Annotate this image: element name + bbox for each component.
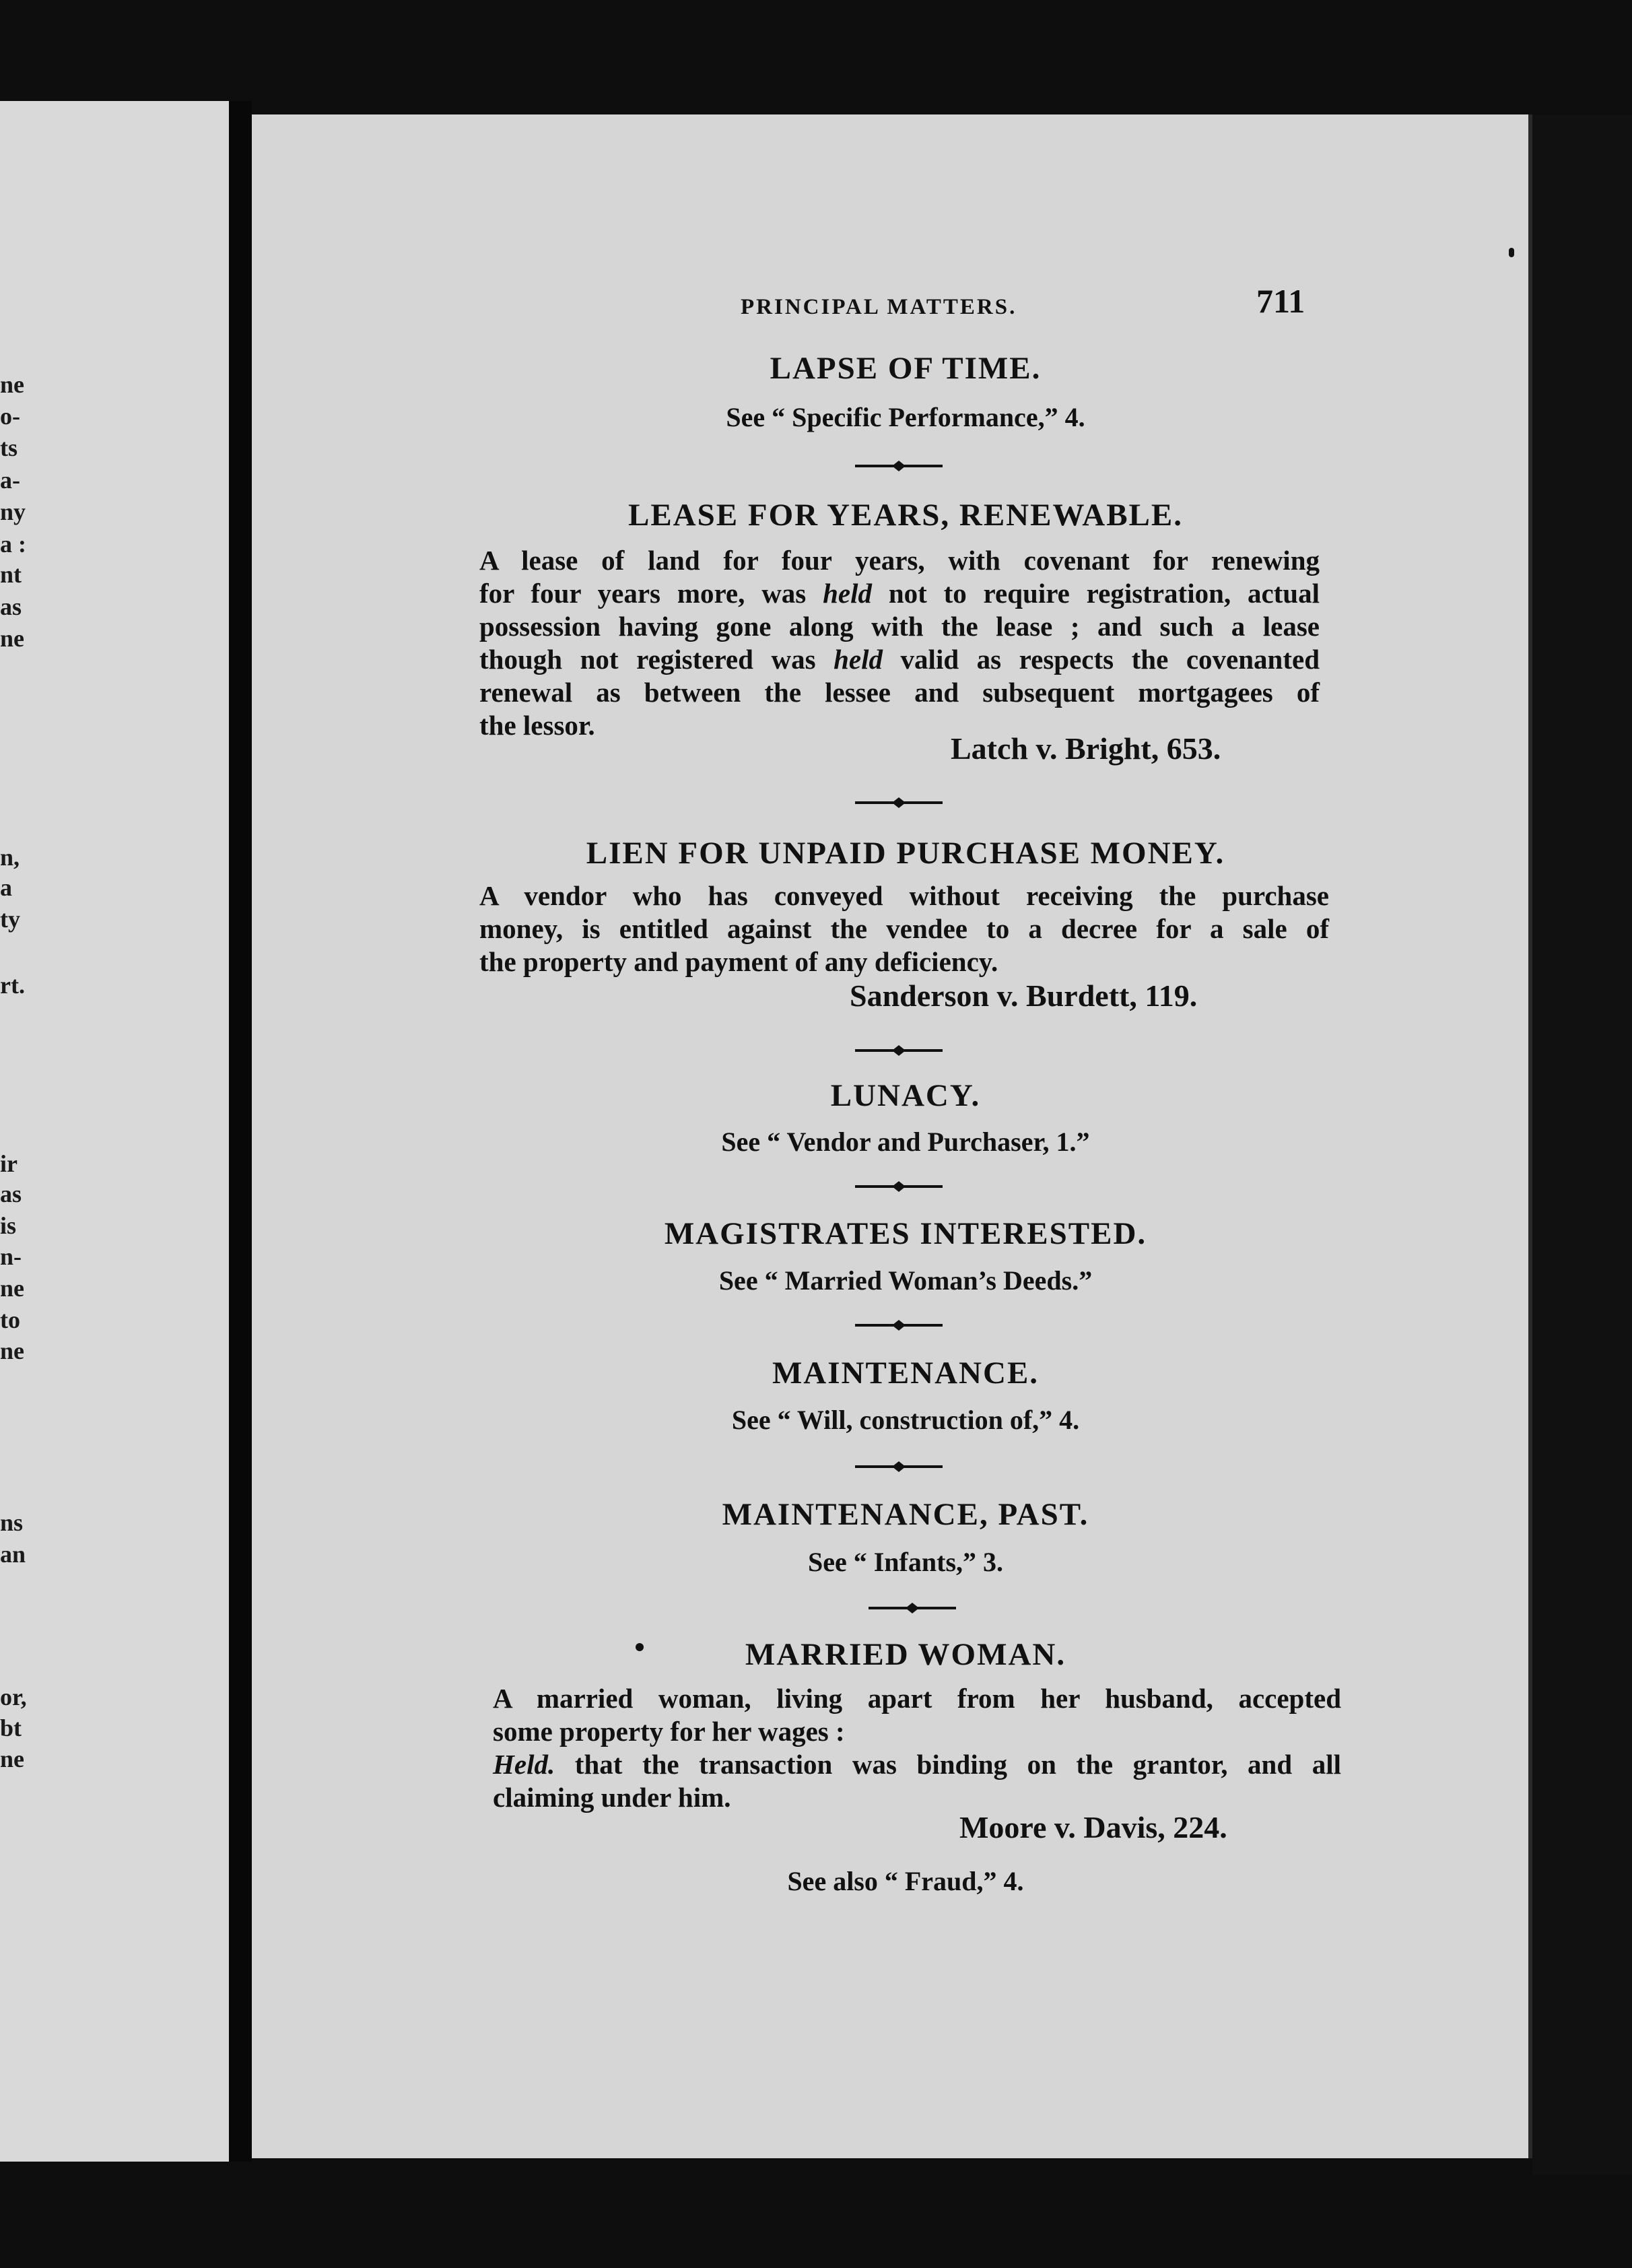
margin-fragment: a : (0, 531, 26, 558)
body-line: some property for her wages : (493, 1716, 845, 1747)
margin-fragment: bt (0, 1714, 22, 1741)
margin-fragment: a (0, 874, 12, 901)
body-line: money, is entitled against the vendee to a decree for a sale of (479, 913, 1329, 944)
body-line: possession having gone along with the lease ; and such a lease (479, 611, 1320, 642)
scan-border (1532, 114, 1632, 2175)
case-citation: Sanderson v. Burdett, 119. (850, 978, 1198, 1013)
margin-fragment: o- (0, 403, 20, 430)
case-citation: Moore v. Davis, 224. (959, 1810, 1227, 1844)
margin-fragment: ts (0, 434, 18, 461)
book-gutter (229, 101, 252, 2162)
ink-speck (1509, 248, 1514, 257)
entry-heading: MAINTENANCE. (772, 1356, 1040, 1391)
entry-body (479, 879, 1329, 978)
margin-fragment: as (0, 1180, 22, 1207)
entry-heading: MARRIED WOMAN. (745, 1637, 1066, 1672)
section-divider (855, 1319, 943, 1332)
margin-fragment: ny (0, 498, 26, 525)
body-line: the lessor. (479, 710, 595, 741)
body-line: the property and payment of any deficiency. (479, 946, 998, 977)
margin-fragment: as (0, 593, 22, 620)
margin-fragment: an (0, 1541, 26, 1568)
left-facing-page (0, 101, 229, 2162)
section-divider (855, 1460, 943, 1473)
body-line: renewal as between the lessee and subsequent mortgagees of (479, 677, 1320, 708)
cross-reference: See “ Vendor and Purchaser, 1.” (721, 1127, 1090, 1157)
margin-fragment: a- (0, 467, 20, 494)
margin-fragment: n, (0, 844, 20, 871)
margin-fragment: ne (0, 1275, 24, 1302)
page-number: 711 (1256, 282, 1305, 320)
body-line: Held. that the transaction was binding on the grantor, and all (493, 1749, 1341, 1780)
body-line: for four years more, was held not to require registration, actual (479, 578, 1320, 609)
section-divider (855, 1180, 943, 1193)
running-head: PRINCIPAL MATTERS. (741, 295, 1017, 319)
margin-fragment: ns (0, 1509, 24, 1536)
cross-reference-also: See also “ Fraud,” 4. (787, 1866, 1024, 1896)
margin-fragment: rt. (0, 972, 25, 999)
entry-heading: LAPSE OF TIME. (770, 351, 1042, 386)
margin-fragment: ne (0, 371, 24, 398)
margin-fragment: is (0, 1212, 17, 1239)
body-line: though not registered was held valid as respects the covenanted (479, 644, 1320, 675)
section-divider (855, 1044, 943, 1057)
cross-reference: See “ Married Woman’s Deeds.” (718, 1265, 1093, 1296)
margin-fragment: or, (0, 1683, 27, 1710)
section-divider (855, 796, 943, 809)
body-line: A married woman, living apart from her husband, accepted (493, 1683, 1341, 1714)
cross-reference: See “ Infants,” 3. (807, 1547, 1004, 1577)
entry-body (493, 1682, 1341, 1814)
case-citation: Latch v. Bright, 653. (951, 731, 1221, 766)
entry-body (479, 544, 1320, 742)
margin-fragment: nt (0, 561, 22, 588)
cross-reference: See “ Specific Performance,” 4. (726, 402, 1085, 432)
body-line: A vendor who has conveyed without receiving the purchase (479, 880, 1329, 911)
entry-heading: LUNACY. (830, 1078, 981, 1113)
margin-fragment: n- (0, 1243, 22, 1270)
margin-fragment: ne (0, 1337, 24, 1364)
body-line: claiming under him. (493, 1782, 731, 1813)
entry-heading: MAGISTRATES INTERESTED. (664, 1216, 1147, 1251)
entry-heading: MAINTENANCE, PAST. (722, 1497, 1089, 1532)
margin-fragment: ne (0, 625, 24, 652)
entry-heading: LIEN FOR UNPAID PURCHASE MONEY. (586, 836, 1225, 871)
cross-reference: See “ Will, construction of,” 4. (731, 1405, 1080, 1435)
margin-fragment: ty (0, 906, 20, 933)
margin-fragment: to (0, 1306, 20, 1333)
section-divider (855, 459, 943, 473)
section-divider (869, 1601, 956, 1615)
entry-heading: LEASE FOR YEARS, RENEWABLE. (627, 498, 1183, 533)
margin-fragment: ne (0, 1745, 24, 1772)
margin-fragment: ir (0, 1150, 18, 1177)
body-line: A lease of land for four years, with covenant for renewing (479, 545, 1320, 576)
